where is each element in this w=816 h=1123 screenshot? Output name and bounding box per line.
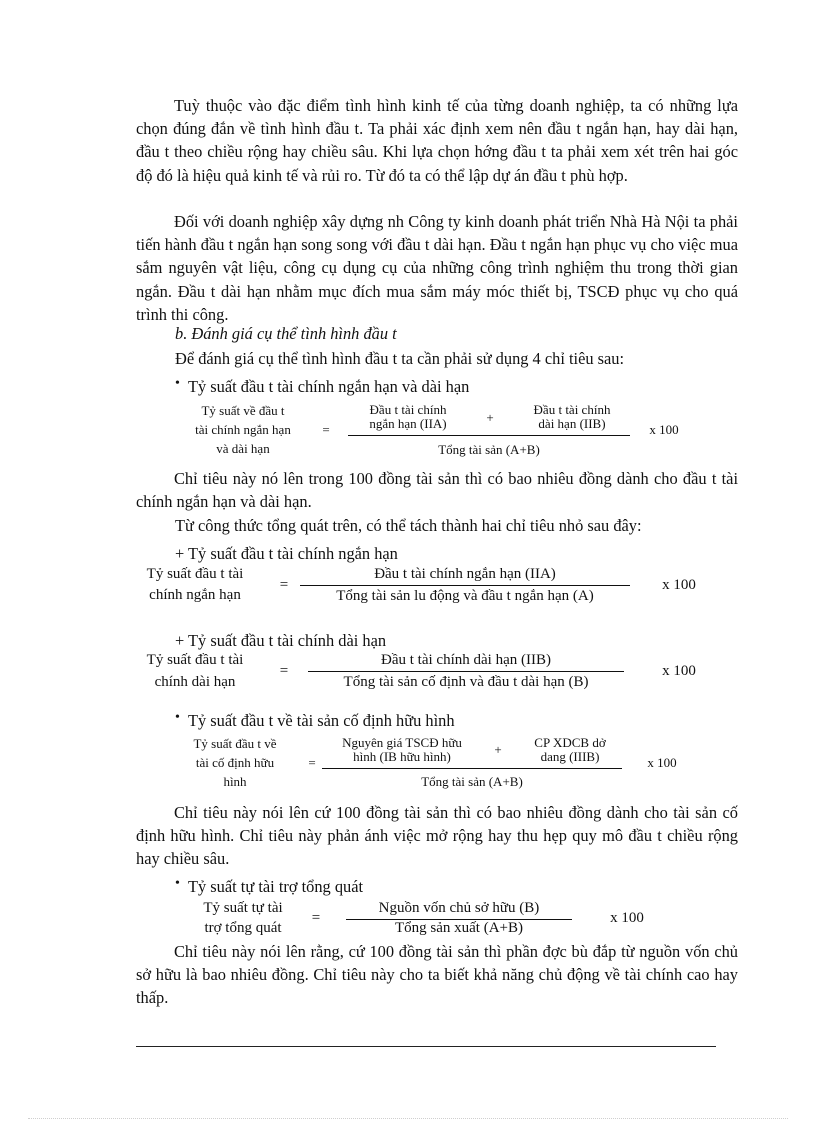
formula3-fraction-bar <box>308 671 624 672</box>
bullet-short-term-ratio: + Tỷ suất đầu t tài chính ngắn hạn <box>175 544 398 563</box>
bullet-fixed-asset-ratio: Tỷ suất đầu t về tài sản cố định hữu hình <box>188 711 455 730</box>
formula4-num-a-line2: hình (IB hữu hình) <box>353 749 451 764</box>
formula5-denominator: Tổng sản xuất (A+B) <box>394 920 524 936</box>
footer-rule <box>136 1046 716 1047</box>
paragraph-indicator-explanation-1: Chỉ tiêu này nó lên trong 100 đồng tài sản thì có bao nhiêu đồng dành cho đầu t tài chính ngắn hạn và dài hạn. <box>136 469 738 512</box>
paragraph-indicator-explanation-2: Chỉ tiêu này nói lên cứ 100 đồng tài sản thì có bao nhiêu đồng dành cho tài sản cố định hữu hình. Chỉ tiêu này phản ánh việc mở rộng hay thu hẹp quy mô đầu t chiều rộng hay chiều sâu. <box>136 803 738 869</box>
formula4-fraction-bar <box>322 768 622 769</box>
bullet-icon: • <box>175 876 180 891</box>
page-edge-divider <box>28 1118 788 1119</box>
formula4-plus: + <box>494 742 502 757</box>
intro-indicators: Để đánh giá cụ thể tình hình đầu t ta cần phải sử dụng 4 chỉ tiêu sau: <box>175 349 625 368</box>
formula2-times-100: x 100 <box>662 577 696 593</box>
formula3-denominator: Tổng tài sản cố định và đầu t dài hạn (B) <box>343 674 589 690</box>
formula2-lhs-line2: chính ngắn hạn <box>149 587 241 603</box>
formula5-lhs-line1: Tỷ suất tự tài <box>203 900 283 916</box>
formula1-num-a-line2: ngắn hạn (IIA) <box>369 416 447 431</box>
formula5-numerator: Nguồn vốn chủ sở hữu (B) <box>378 900 540 916</box>
formula4-times-100: x 100 <box>647 755 677 770</box>
formula3-times-100: x 100 <box>662 663 696 679</box>
bullet-self-financing-ratio: Tỷ suất tự tài trợ tổng quát <box>188 877 364 896</box>
formula1-lhs-line3: và dài hạn <box>216 441 270 456</box>
paragraph-investment-choice: Tuỳ thuộc vào đặc điểm tình hình kinh tế của từng doanh nghiệp, ta có những lựa chọn đúng đắn về tình hình đầu t. Ta phải xác định xem nên đầu t ngắn hạn, hay dài hạn, đầu t theo chiều rộng hay chiều sâu. Khi lựa chọn hớng đầu t ta phải xem xét trên hai góc độ đó là hiệu quả kinh tế và rủi ro. Từ đó ta có thể lập dự án đầu t phù hợp. <box>136 96 738 185</box>
formula1-times-100: x 100 <box>649 422 679 437</box>
formula2-fraction-bar <box>300 585 630 586</box>
formula1-plus: + <box>486 410 494 425</box>
formula1-denominator: Tổng tài sản (A+B) <box>438 442 540 457</box>
formula1-fraction-bar <box>348 435 630 436</box>
paragraph-construction-company: Đối với doanh nghiệp xây dựng nh Công ty kinh doanh phát triển Nhà Hà Nội ta phải tiến hành đầu t ngắn hạn song song với đầu t dài hạn. Đầu t ngắn hạn phục vụ cho việc mua sắm nguyên vật liệu, công cụ dụng cụ của những công trình nghiệm thu trong thời gian ngắn. Đầu t dài hạn nhằm mục đích mua sắm máy móc thiết bị, TSCĐ phục vụ cho quá trình thi công. <box>136 212 738 324</box>
formula1-equals: = <box>322 422 330 437</box>
bullet-icon: • <box>175 376 180 391</box>
formula1-num-b-line2: dài hạn (IIB) <box>538 416 606 431</box>
formula3-numerator: Đầu t tài chính dài hạn (IIB) <box>381 652 551 668</box>
formula4-denominator: Tổng tài sản (A+B) <box>421 774 523 789</box>
formula2-lhs-line1: Tỷ suất đầu t tài <box>146 566 244 582</box>
formula4-lhs-line2: tài cố định hữu <box>195 755 275 770</box>
formula2-equals: = <box>279 577 289 593</box>
formula1-num-b-line1: Đầu t tài chính <box>533 402 611 417</box>
paragraph-indicator-explanation-3: Chỉ tiêu này nói lên rằng, cứ 100 đồng tài sản thì phần đợc bù đắp từ nguồn vốn chủ sở hữu là bao nhiêu đồng. Chỉ tiêu này cho ta biết khả năng chủ động về tài chính cao hay thấp. <box>136 942 738 1008</box>
split-intro: Từ công thức tổng quát trên, có thể tách thành hai chỉ tiêu nhỏ sau đây: <box>175 516 642 535</box>
formula2-denominator: Tổng tài sản lu động và đầu t ngắn hạn (A) <box>336 588 594 604</box>
formula4-num-a-line1: Nguyên giá TSCĐ hữu <box>342 735 462 750</box>
formula5-times-100: x 100 <box>610 910 644 926</box>
formula5-equals: = <box>311 910 321 926</box>
bullet-icon: • <box>175 710 180 725</box>
bullet-financial-investment-ratio: Tỷ suất đầu t tài chính ngắn hạn và dài hạn <box>188 377 470 396</box>
formula5-lhs-line2: trợ tổng quát <box>204 920 282 936</box>
bullet-long-term-ratio: + Tỷ suất đầu t tài chính dài hạn <box>175 631 387 650</box>
formula3-lhs-line1: Tỷ suất đầu t tài <box>146 652 244 668</box>
subheading-investment-evaluation: b. Đánh giá cụ thể tình hình đầu t <box>175 324 397 343</box>
formula3-lhs-line2: chính dài hạn <box>154 674 236 690</box>
formula4-num-b-line2: dang (IIIB) <box>540 749 600 764</box>
formula4-lhs-line1: Tỷ suất đầu t về <box>193 736 277 751</box>
formula4-equals: = <box>308 755 316 770</box>
formula3-equals: = <box>279 663 289 679</box>
formula4-num-b-line1: CP XDCB dở <box>534 735 606 750</box>
formula1-num-a-line1: Đầu t tài chính <box>369 402 447 417</box>
formula2-numerator: Đầu t tài chính ngắn hạn (IIA) <box>374 566 556 582</box>
formula1-lhs-line2: tài chính ngắn hạn <box>195 422 291 437</box>
formula4-lhs-line3: hình <box>223 774 247 789</box>
formula1-lhs-line1: Tỷ suất về đầu t <box>201 403 285 418</box>
